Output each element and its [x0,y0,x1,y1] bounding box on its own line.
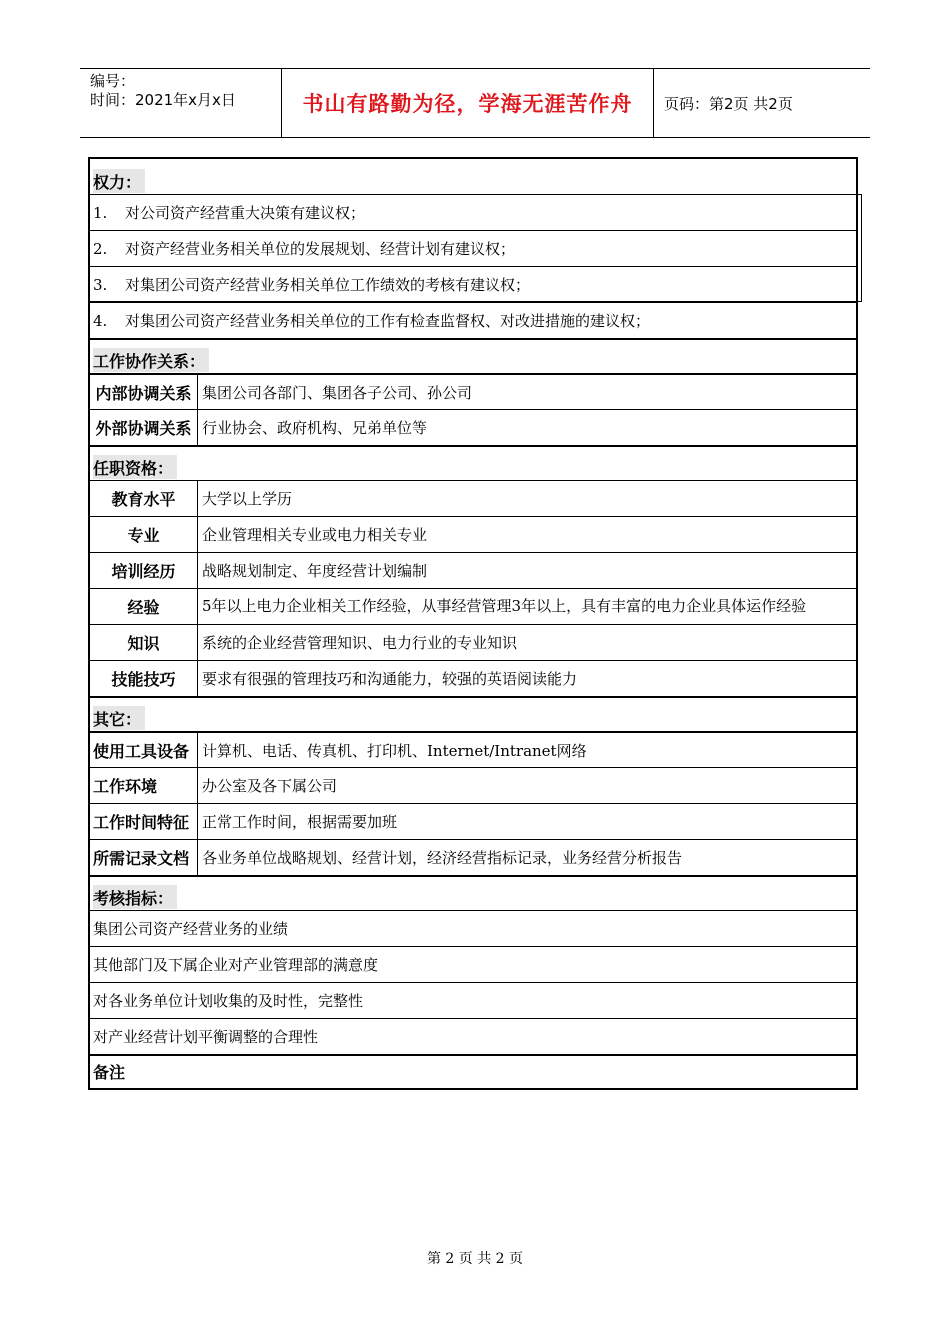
row-value: 系统的企业经营管理知识、电力行业的专业知识 [202,634,518,652]
row-label: 专业 [90,517,198,552]
cooperation-external-row [90,409,856,445]
row-value: 计算机、电话、传真机、打印机、Internet/Intranet网络 [202,741,587,760]
authority-item [90,266,856,302]
row-label: 经验 [90,589,198,624]
qualification-row [90,480,856,516]
item-number: 3. [93,275,108,294]
item-text: 对资产经营业务相关单位的发展规划、经营计划有建议权； [125,240,516,258]
item-text: 集团公司资产经营业务的业绩 [93,920,289,938]
item-text: 对公司资产经营重大决策有建议权； [125,204,366,222]
section-title: 权力： [93,169,145,193]
row-value: 各业务单位战略规划、经营计划，经济经营指标记录，业务经营分析报告 [202,849,683,867]
assessment-item [90,982,856,1018]
authority-item [90,302,856,338]
section-title: 备注 [93,1063,126,1082]
section-title: 工作协作关系： [93,348,209,372]
section-qualification [90,445,856,480]
item-number: 4. [93,311,108,330]
page-info: 页码：第2页 共2页 [664,94,793,113]
section-cooperation [90,338,856,373]
row-label: 培训经历 [90,553,198,588]
page-header [80,68,870,138]
header-page-cell [654,69,870,137]
number-label: 编号： [90,72,136,90]
item-number: 2. [93,239,108,258]
row-value: 集团公司各部门、集团各子公司、孙公司 [202,383,473,402]
qualification-row [90,588,856,624]
other-row [90,731,856,767]
header-meta [80,69,282,137]
row-value: 战略规划制定、年度经营计划编制 [202,562,428,580]
assessment-item [90,910,856,946]
page-footer: 第 2 页 共 2 页 [426,1251,524,1267]
item-text: 对集团公司资产经营业务相关单位的工作有检查监督权、对改进措施的建议权； [125,312,651,330]
row-label: 使用工具设备 [90,733,198,767]
row-value: 行业协会、政府机构、兄弟单位等 [202,419,428,437]
row-value: 大学以上学历 [202,490,293,508]
qualification-row [90,552,856,588]
row-value: 5年以上电力企业相关工作经验，从事经营管理3年以上，具有丰富的电力企业具体运作经验 [202,597,807,615]
row-label: 知识 [90,625,198,660]
section-title: 任职资格： [93,455,177,479]
cooperation-internal-row [90,373,856,409]
row-label: 外部协调关系 [90,410,198,445]
row-value: 要求有很强的管理技巧和沟通能力，较强的英语阅读能力 [202,670,578,688]
assessment-item [90,1018,856,1054]
other-row [90,767,856,803]
qualification-row [90,516,856,552]
authority-item [90,230,856,266]
row-label: 内部协调关系 [90,375,198,409]
section-title: 其它： [93,706,145,730]
row-value: 正常工作时间，根据需要加班 [202,813,398,831]
header-motto-cell [282,69,654,137]
job-description-table [88,157,858,1090]
row-label: 教育水平 [90,481,198,516]
row-value: 办公室及各下属公司 [202,777,338,795]
section-other [90,696,856,731]
row-value: 企业管理相关专业或电力相关专业 [202,526,428,544]
assessment-item [90,946,856,982]
item-text: 其他部门及下属企业对产业管理部的满意度 [93,956,379,974]
authority-item [90,194,856,230]
qualification-row [90,660,856,696]
item-text: 对集团公司资产经营业务相关单位工作绩效的考核有建议权； [125,276,531,294]
row-label: 工作环境 [90,768,198,803]
other-row [90,803,856,839]
time-label: 时间：2021年x月x日 [90,91,236,109]
item-text: 对各业务单位计划收集的及时性，完整性 [93,992,364,1010]
motto: 书山有路勤为径，学海无涯苦作舟 [302,92,633,116]
item-text: 对产业经营计划平衡调整的合理性 [93,1028,319,1046]
section-remarks [90,1054,856,1088]
section-authority [90,159,856,194]
row-label: 技能技巧 [90,661,198,696]
section-title: 考核指标： [93,885,177,909]
other-row [90,839,856,875]
row-label: 所需记录文档 [90,840,198,875]
item-number: 1. [93,203,108,222]
row-label: 工作时间特征 [90,804,198,839]
qualification-row [90,624,856,660]
section-assessment [90,875,856,910]
